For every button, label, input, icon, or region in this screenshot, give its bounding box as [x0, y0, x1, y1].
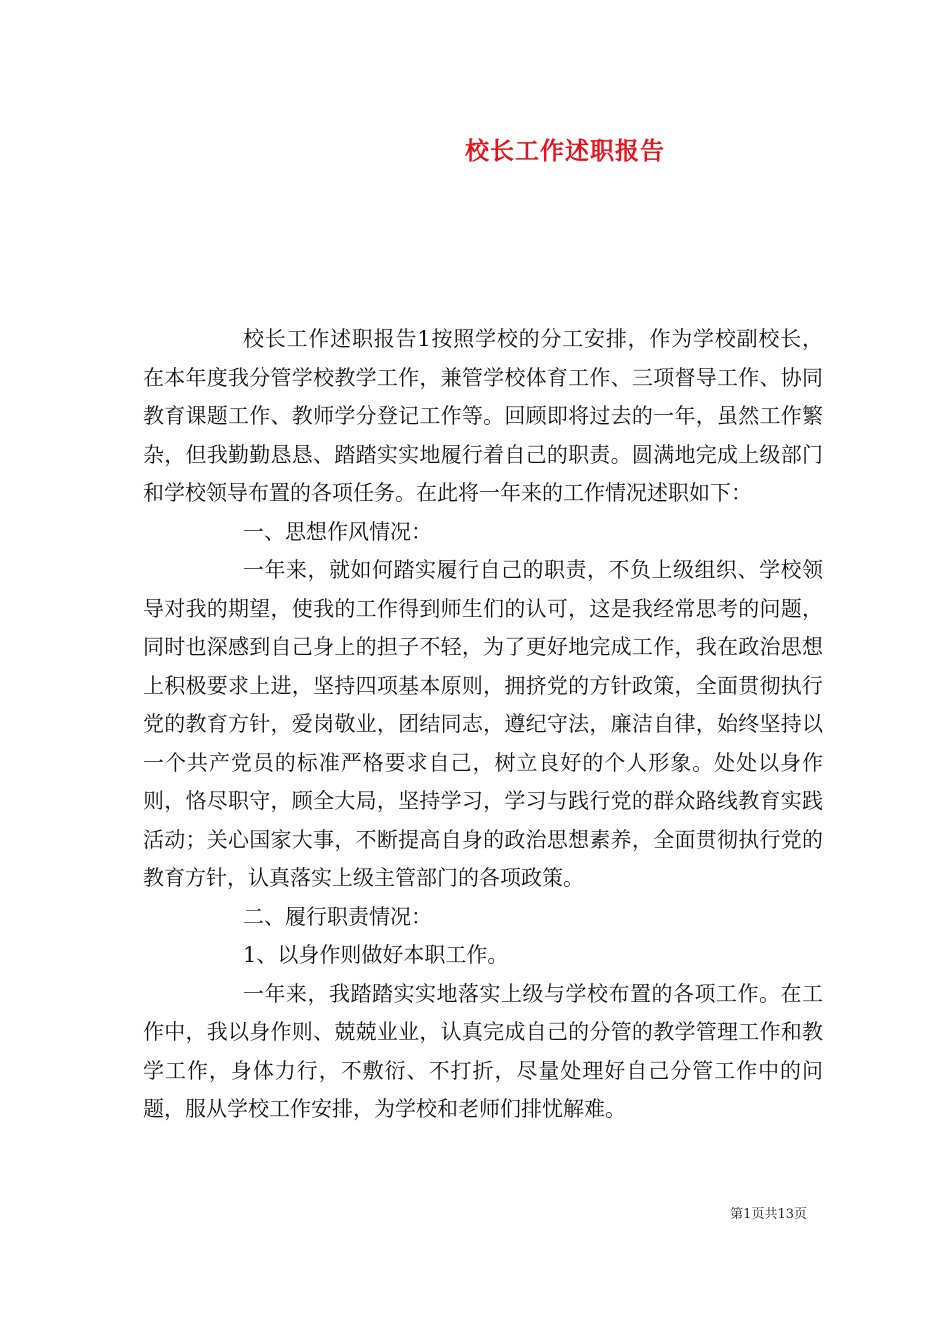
section-heading-ideology: 一、思想作风情况：	[243, 519, 432, 544]
subsection-heading-lead-by-example: 1、以身作则做好本职工作。	[243, 943, 509, 967]
section-heading-duties: 二、履行职责情况：	[243, 904, 432, 929]
document-title: 校长工作述职报告	[465, 136, 665, 165]
document-body	[143, 320, 823, 1129]
paragraph-ideology: 一年来，就如何踏实履行自己的职责，不负上级组织、学校领导对我的期望，使我的工作得到师生们的认可，这是我经常思考的问题，同时也深感到自己身上的担子不轻，为了更好地完成工作，我在政治思想上积极要求上进，坚持四项基本原则，拥挤党的方针政策，全面贯彻执行党的教育方针，爱岗敬业，团结同志，遵纪守法，廉洁自律，始终坚持以一个共产党员的标准严格要求自己，树立良好的个人形象。处处以身作则，恪尽职守，顾全大局，坚持学习，学习与践行党的群众路线教育实践活动；关心国家大事，不断提高自身的政治思想素养，全面贯彻执行党的教育方针，认真落实上级主管部门的各项政策。	[143, 558, 823, 890]
page-number-footer: 第1页共13页	[730, 1207, 807, 1222]
paragraph-intro: 校长工作述职报告1按照学校的分工安排，作为学校副校长，在本年度我分管学校教学工作，兼管学校体育工作、三项督导工作、协同教育课题工作、教师学分登记工作等。回顾即将过去的一年，虽然工作繁杂，但我勤勤恳恳、踏踏实实地履行着自己的职责。圆满地完成上级部门和学校领导布置的各项任务。在此将一年来的工作情况述职如下：	[143, 327, 823, 505]
paragraph-duties: 一年来，我踏踏实实地落实上级与学校布置的各项工作。在工作中，我以身作则、兢兢业业，认真完成自己的分管的教学管理工作和教学工作，身体力行，不敷衍、不打折，尽量处理好自己分管工作中的问题，服从学校工作安排，为学校和老师们排忧解难。	[143, 981, 823, 1121]
